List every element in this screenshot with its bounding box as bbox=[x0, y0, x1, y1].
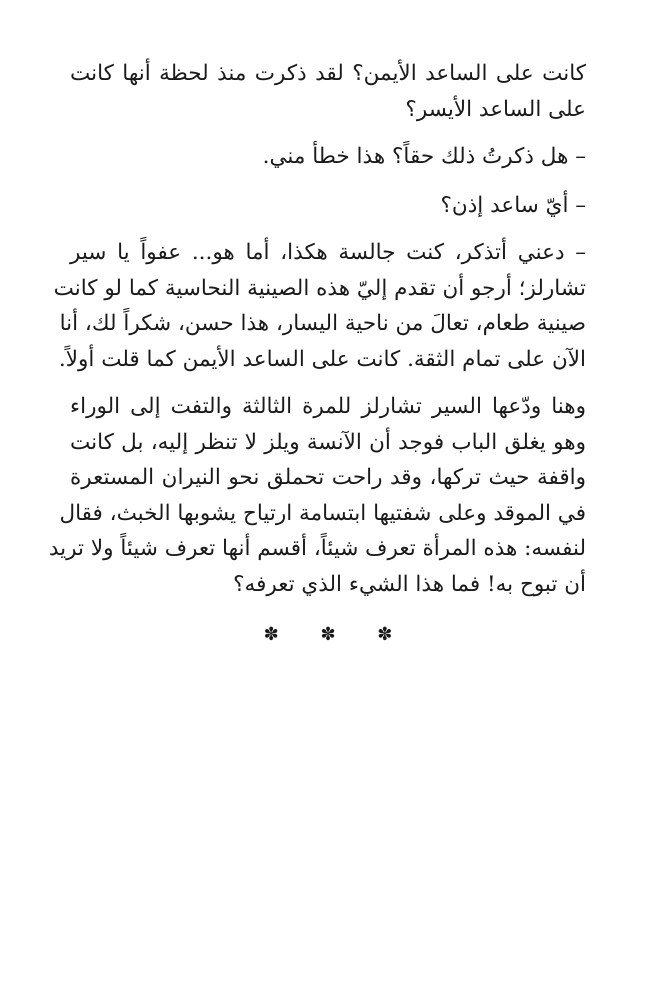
paragraph-4 bbox=[53, 235, 586, 377]
text-line: على الساعد الأيسر؟ bbox=[405, 96, 586, 122]
text-line: واقفة حيث تركها، وقد راحت تحملق نحو النيران المستعرة bbox=[70, 465, 586, 490]
text-line: صينية طعام، تعالَ من ناحية اليسار، هذا حسن، شكراً لك، أنا bbox=[59, 311, 586, 336]
text-line: – دعني أتذكر، كنت جالسة هكذا، أما هو... عفواً يا سير bbox=[70, 240, 586, 265]
paragraph-5 bbox=[48, 389, 586, 602]
text-line: لنفسه: هذه المرأة تعرف شيئاً، أقسم أنها تعرف شيئاً ولا تريد bbox=[48, 536, 586, 561]
text-line: – هل ذكرتُ ذلك حقاً؟ هذا خطأ مني. bbox=[262, 144, 586, 169]
paragraph-2 bbox=[70, 139, 586, 175]
text-line: وهو يغلق الباب فوجد أن الآنسة ويلز لا تنظر إليه، بل كانت bbox=[70, 429, 586, 455]
book-page bbox=[48, 56, 586, 645]
text-line: وهنا ودّعها السير تشارلز للمرة الثالثة والتفت إلى الوراء bbox=[70, 394, 586, 419]
text-line: أن تبوح به! فما هذا الشيء الذي تعرفه؟ bbox=[233, 571, 586, 597]
text-line: – أيّ ساعد إذن؟ bbox=[440, 192, 586, 218]
paragraph-1 bbox=[70, 56, 586, 127]
text-line: الآن على تمام الثقة. كانت على الساعد الأيمن كما قلت أولاً. bbox=[58, 346, 586, 372]
text-line: في الموقد وعلى شفتيها ابتسامة ارتياح يشوبها الخبث، فقال bbox=[59, 500, 586, 526]
section-separator: ✽ ✽ ✽ bbox=[263, 624, 411, 645]
text-line: تشارلز؛ أرجو أن تقدم إليّ هذه الصينية النحاسية كما لو كانت bbox=[53, 275, 586, 301]
paragraph-3 bbox=[70, 188, 586, 224]
text-line: كانت على الساعد الأيمن؟ لقد ذكرت منذ لحظة أنها كانت bbox=[70, 61, 586, 86]
